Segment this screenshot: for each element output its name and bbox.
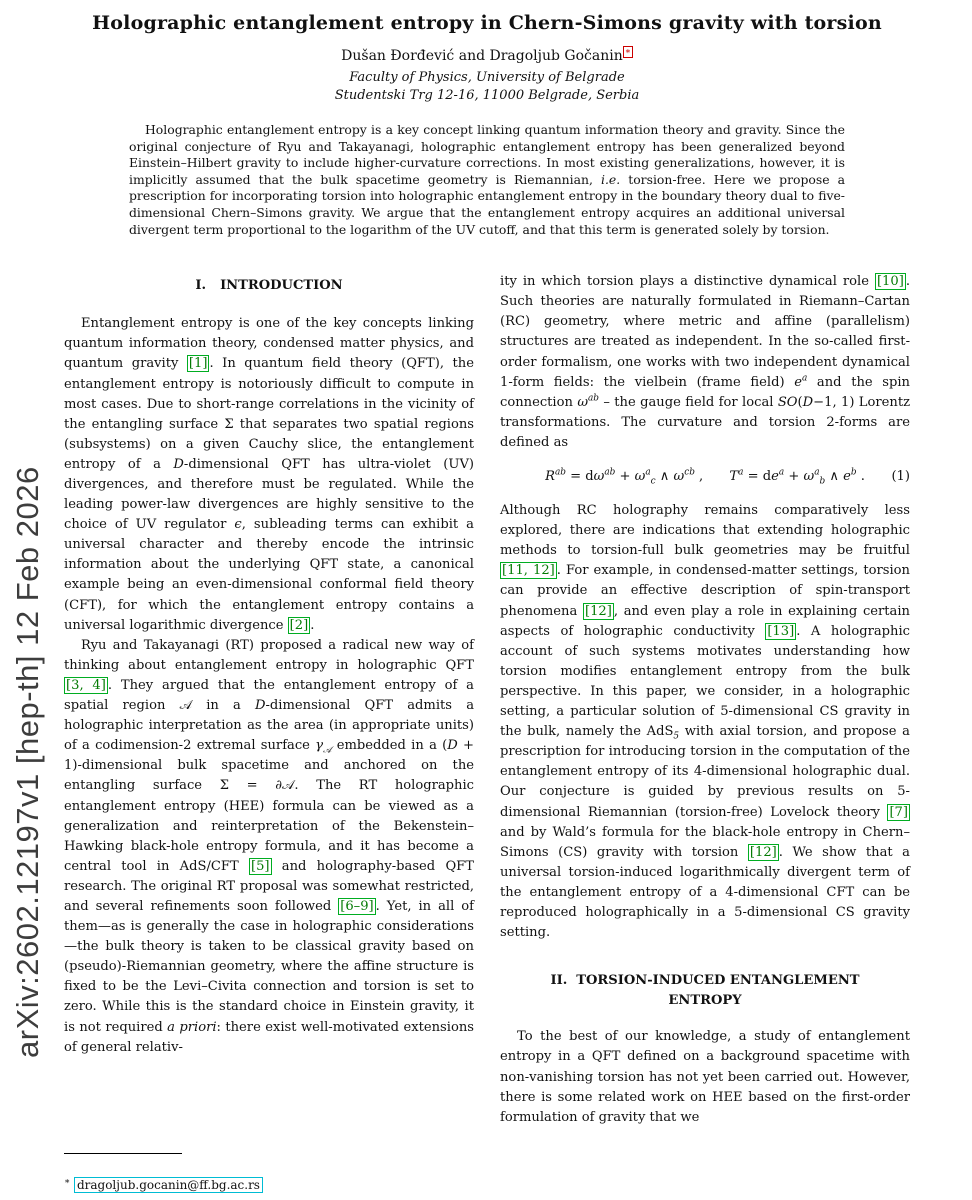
right-column	[500, 272, 910, 1128]
email-link[interactable]: dragoljub.gocanin@ff.bg.ac.rs	[74, 1177, 263, 1193]
footnote-area	[64, 1153, 494, 1200]
affiliation-line-1: Faculty of Physics, University of Belgrade	[349, 70, 625, 85]
two-column-body	[64, 272, 910, 1128]
arxiv-stamp: arXiv:2602.12197v1 [hep-th] 12 Feb 2026	[10, 466, 45, 1058]
paragraph-intro-1: Entanglement entropy is one of the key concepts linking quantum information theory, condensed matter physics, and quantum gravity [1] . In quantum field theory (QFT), the entanglement entropy is notoriously difficult to compute in most cases. Due to short-range correlations in the vicinity of the entangling surface Σ that separates two spatial regions (subsystems) on a given Cauchy slice, the entanglement entropy of a D-dimensional QFT has ultra-violet (UV) divergences, and therefore must be regulated. While the leading power-law divergences are highly sensitive to the choice of UV regulator ϵ, subleading terms can exhibit a universal character and thereby encode the intrinsic information about the underlying QFT state, a canonical example being an even-dimensional conformal field theory (CFT), for which the entanglement entropy contains a universal logarithmic divergence [2] .	[64, 316, 475, 633]
citation-link[interactable]: [10]	[876, 274, 904, 290]
footnote-marker: ∗	[64, 1177, 71, 1187]
paper-page	[64, 0, 910, 1128]
citation-link[interactable]: [12]	[584, 603, 612, 619]
citation-link[interactable]: [13]	[767, 623, 795, 639]
citation-link[interactable]: [12]	[749, 844, 777, 860]
section-1-number: I.	[195, 278, 207, 294]
abstract: Holographic entanglement entropy is a key concept linking quantum information theory and gravity. Since the original conjecture of Ryu and Takayanagi, holographic entanglement entropy has been generalized beyond Einstein–Hilbert gravity to include higher-curvature corrections. In most existing generalizations, however, it is implicitly assumed that the bulk spacetime geometry is Riemannian, i.e. torsion-free. Here we propose a prescription for incorporating torsion into holographic entanglement entropy in the boundary theory dual to five-dimensional Chern–Simons gravity. We argue that the entanglement entropy acquires an additional universal divergent term proportional to the logarithm of the UV cutoff, and that this term is generated solely by torsion.	[129, 122, 845, 237]
paper-title: Holographic entanglement entropy in Chern-Simons gravity with torsion	[92, 12, 882, 34]
section-2-number: II.	[550, 973, 568, 989]
footnote-line	[64, 1178, 494, 1192]
section-2-title: TORSION-INDUCED ENTANGLEMENT ENTROPY	[576, 973, 860, 1009]
paragraph-section2-1: To the best of our knowledge, a study of entanglement entropy in a QFT defined on a background spacetime with non-vanishing torsion has not yet been carried out. However, there is some related work on HEE based on the first-order formulation of gravity that we	[500, 1029, 910, 1125]
equation-1-number: (1)	[891, 469, 910, 484]
citation-link[interactable]: [1]	[188, 356, 208, 372]
paragraph-intro-3: ity in which torsion plays a distinctive dynamical role [10] . Such theories are naturally formulated in Riemann–Cartan (RC) geometry, where metric and affine (parallelism) structures are treated as independent. In the so-called first-order formalism, one works with two independent dynamical 1-form fields: the vielbein (frame field) $e^a$ and the spin connection $\omega^{ab}$ – the gauge field for local SO(D−1, 1) Lorentz transformations. The curvature and torsion 2-forms are defined as	[500, 274, 910, 450]
equation-1	[500, 467, 910, 487]
citation-link[interactable]: [5]	[250, 858, 270, 874]
section-1-heading	[64, 276, 474, 296]
citation-link[interactable]: [7]	[889, 804, 908, 820]
affiliation-line-2: Studentski Trg 12-16, 11000 Belgrade, Serbia	[334, 88, 640, 103]
author-footnote-marker[interactable]: ∗	[624, 47, 631, 58]
section-1-title: INTRODUCTION	[220, 278, 343, 294]
footnote-rule	[64, 1153, 182, 1154]
citation-link[interactable]: [6–9]	[340, 898, 374, 914]
left-column	[64, 272, 474, 1128]
equation-1-body: $R^{ab} = d\omega^{ab} + \omega^a_c$ ∧ $\omega^{cb}$ , $T^a = de^a + \omega^a_b$ ∧ $e^b$ .	[545, 467, 865, 487]
citation-link[interactable]: [3, 4]	[66, 677, 106, 693]
citation-link[interactable]: [11, 12]	[502, 563, 555, 579]
author-line	[64, 48, 910, 64]
section-2-heading	[540, 971, 870, 1011]
citation-link[interactable]: [2]	[289, 617, 309, 633]
paragraph-intro-4: Although RC holography remains comparatively less explored, there are indications that extending holographic methods to torsion-full bulk geometries may be fruitful [11, 12] . For example, in condensed-matter settings, torsion can provide an effective description of spin-transport phenomena [12] , and even play a role in explaining certain aspects of holographic conductivity [13] . A holographic account of such systems motivates understanding how torsion modifies entanglement entropy from the bulk perspective. In this paper, we consider, in a holographic setting, a particular solution of 5-dimensional CS gravity in the bulk, namely the AdS$_5$ with axial torsion, and propose a prescription for introducing torsion in the computation of the entanglement entropy of its 4-dimensional holographic dual. Our conjecture is guided by previous results on 5-dimensional Riemannian (torsion-free) Lovelock theory [7] and by Wald’s formula for the black-hole entropy in Chern–Simons (CS) gravity with torsion [12] . We show that a universal torsion-induced logarithmically divergent term of the entanglement entropy of a 4-dimensional CFT can be reproduced holographically in a 5-dimensional CS gravity setting.	[500, 503, 910, 941]
author-names: Dušan Đorđević and Dragoljub Gočanin	[341, 48, 623, 64]
paragraph-intro-2: Ryu and Takayanagi (RT) proposed a radical new way of thinking about entanglement entropy in holographic QFT [3, 4] . They argued that the entanglement entropy of a spatial region 𝒜 in a D-dimensional QFT admits a holographic interpretation as the area (in appropriate units) of a codimension-2 extremal surface $\gamma_𝒜$ embedded in a (D + 1)-dimensional bulk spacetime and anchored on the entangling surface Σ = ∂𝒜. The RT holographic entanglement entropy (HEE) formula can be viewed as a generalization and reinterpretation of the Bekenstein–Hawking black-hole entropy formula, and it has become a central tool in AdS/CFT [5] and holography-based QFT research. The original RT proposal was somewhat restricted, and several refinements soon followed [6–9] . Yet, in all of them—as is generally the case in holographic considerations—the bulk theory is taken to be classical gravity based on (pseudo)-Riemannian geometry, where the affine structure is fixed to be the Levi–Civita connection and torsion is set to zero. While this is the standard choice in Einstein gravity, it is not required a priori: there exist well-motivated extensions of general relativ-	[64, 637, 475, 1055]
